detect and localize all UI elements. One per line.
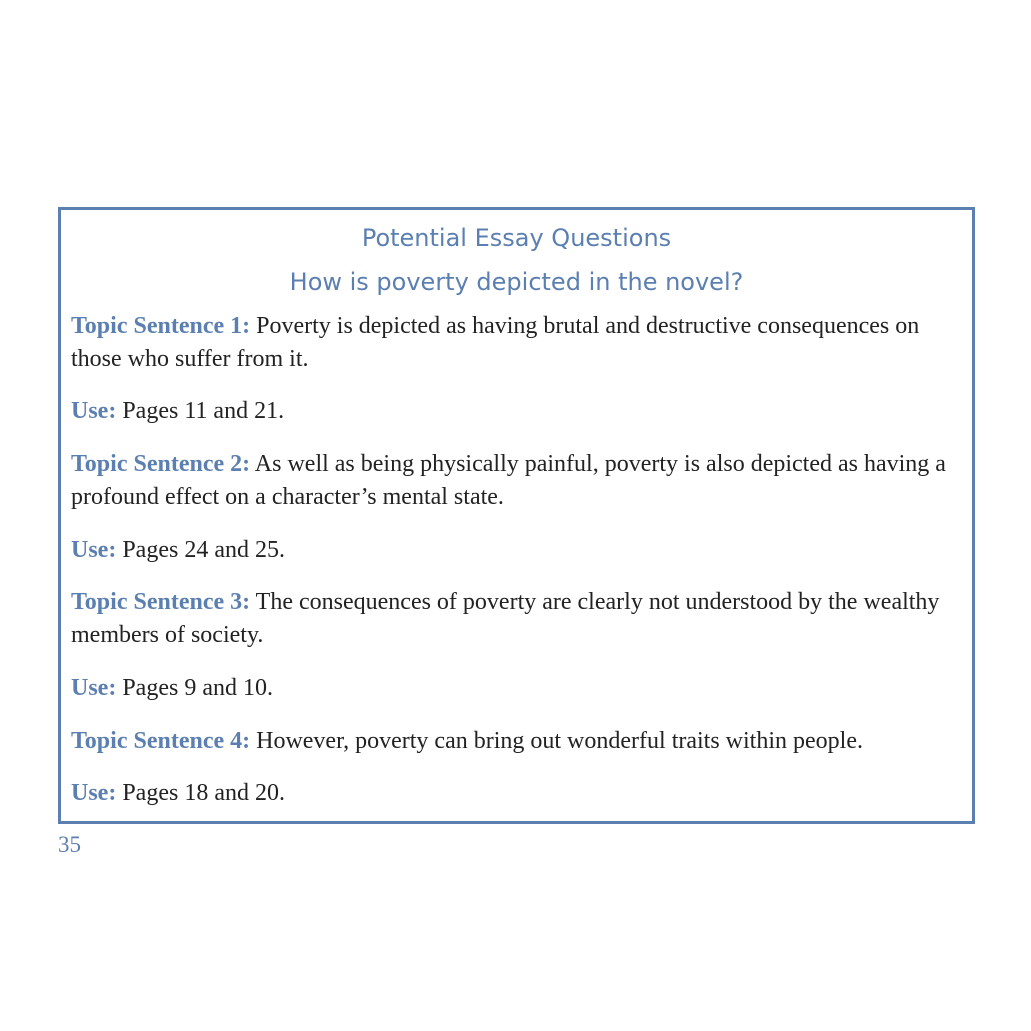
topic-sentence-3 xyxy=(71,586,961,652)
page-number: 35 xyxy=(58,832,81,857)
use-text: Pages 18 and 20. xyxy=(116,780,285,806)
topic-sentence-label: Topic Sentence 2: xyxy=(71,451,251,477)
essay-question: How is poverty depicted in the novel? xyxy=(289,268,744,296)
topic-sentence-label: Topic Sentence 4: xyxy=(71,728,251,754)
use-text: Pages 11 and 21. xyxy=(116,398,285,424)
topic-sentence-4 xyxy=(71,725,961,758)
use-text: Pages 24 and 25. xyxy=(116,537,285,563)
topic-sentence-label: Topic Sentence 3: xyxy=(71,589,251,615)
topic-sentence-text: As well as being physically painful, poverty is also depicted as having a profound effect on a character’s mental state. xyxy=(71,451,946,510)
topic-sentence-text: The consequences of poverty are clearly not understood by the wealthy members of society. xyxy=(71,589,940,648)
topic-sentence-text: Poverty is depicted as having brutal and destructive consequences on those who suffer from it. xyxy=(71,313,920,372)
topic-sentence-text: However, poverty can bring out wonderful traits within people. xyxy=(250,728,863,754)
use-label: Use: xyxy=(71,780,117,806)
essay-questions-box xyxy=(58,207,975,824)
topic-sentence-label: Topic Sentence 1: xyxy=(71,313,251,339)
topic-sentence-1 xyxy=(71,310,961,376)
use-label: Use: xyxy=(71,537,117,563)
use-pages-1 xyxy=(71,395,961,428)
use-pages-2 xyxy=(71,534,961,567)
use-pages-3 xyxy=(71,672,961,705)
use-label: Use: xyxy=(71,398,117,424)
use-label: Use: xyxy=(71,675,117,701)
box-title: Potential Essay Questions xyxy=(361,224,672,252)
use-text: Pages 9 and 10. xyxy=(116,675,273,701)
topic-sentence-2 xyxy=(71,448,961,514)
use-pages-4 xyxy=(71,777,961,810)
